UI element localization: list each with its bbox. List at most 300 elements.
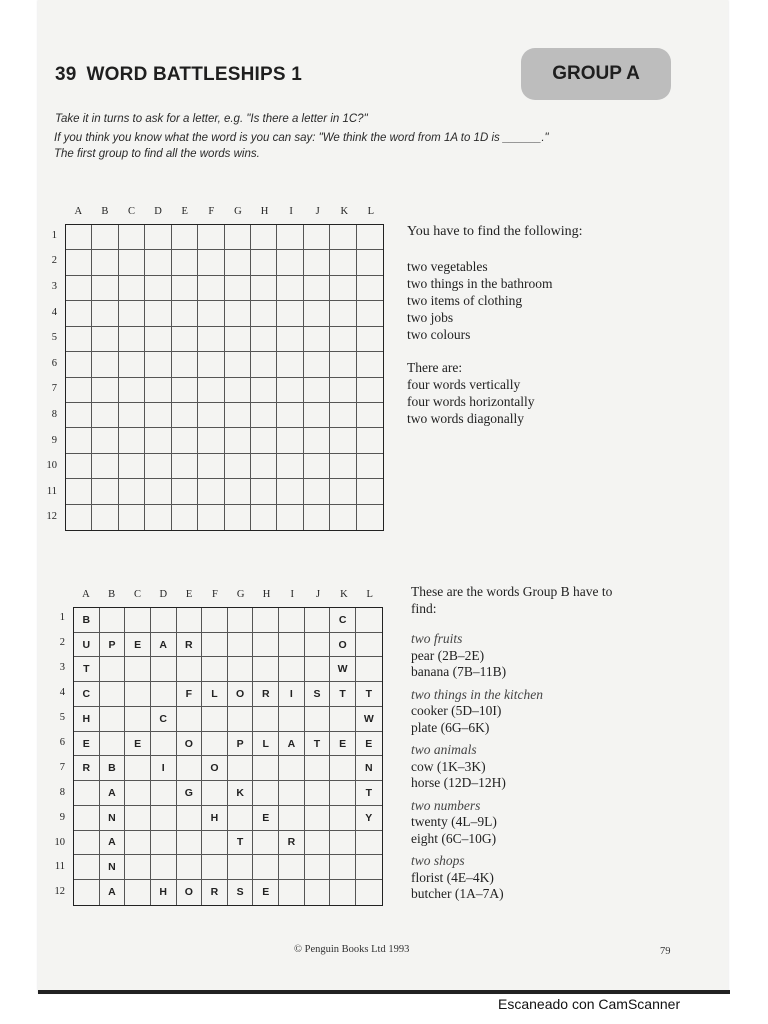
empty-grid-cell: [145, 250, 171, 275]
empty-grid-row-label: 1: [51, 229, 57, 241]
answer-grid-column-label: K: [340, 589, 348, 600]
empty-grid-cell: [304, 378, 330, 403]
answer-grid-cell: [305, 855, 331, 880]
empty-grid-cell: [330, 403, 356, 428]
empty-grid-cell: [304, 505, 330, 530]
empty-grid-cell: [119, 454, 145, 479]
answer-grid-cell: R: [202, 880, 228, 905]
answer-grid-cell: [279, 707, 305, 732]
empty-grid-column-label: J: [315, 206, 320, 217]
empty-grid-cell: [66, 378, 92, 403]
empty-grid-column-label: D: [154, 206, 162, 217]
empty-grid-cell: [277, 479, 303, 504]
empty-grid-column-label: A: [74, 206, 83, 217]
empty-grid-cell: [119, 378, 145, 403]
empty-grid-cell: [225, 276, 251, 301]
empty-grid-cell: [225, 250, 251, 275]
answer-grid-cell: T: [356, 682, 382, 707]
answer-grid-row-label: 11: [54, 861, 65, 873]
answer-grid-cell: [177, 756, 203, 781]
answer-grid-cell: [202, 831, 228, 856]
answer-grid-cell: [228, 707, 254, 732]
empty-grid-cell: [172, 352, 198, 377]
empty-grid-column-label: H: [260, 206, 269, 217]
empty-grid-cell: [304, 301, 330, 326]
empty-grid-cell: [304, 479, 330, 504]
empty-grid-cell: [225, 225, 251, 250]
empty-grid-cell: [92, 378, 118, 403]
empty-grid-cell: [66, 479, 92, 504]
empty-grid-cell: [66, 454, 92, 479]
answer-grid-cell: R: [253, 682, 279, 707]
page-title: [55, 64, 302, 86]
answer-grid-cell: E: [125, 633, 151, 658]
answer-grid-cell: [202, 781, 228, 806]
answer-grid-cell: [177, 831, 203, 856]
answer-grid-cell: T: [356, 781, 382, 806]
answer-grid-cell: H: [74, 707, 100, 732]
answer-grid-row-label: 10: [54, 836, 65, 848]
empty-grid-row-label: 7: [51, 383, 57, 395]
empty-grid-cell: [92, 403, 118, 428]
answer-grid-column-label: A: [82, 589, 90, 600]
empty-grid-cell: [92, 301, 118, 326]
empty-grid-cell: [198, 479, 224, 504]
category-label: two numbers: [411, 797, 481, 813]
empty-grid-cell: [251, 301, 277, 326]
answer-grid-cell: [202, 633, 228, 658]
empty-grid-cell: [225, 479, 251, 504]
answer-grid-cell: A: [100, 880, 126, 905]
answer-grid-cell: [330, 707, 356, 732]
empty-grid-cell: [92, 505, 118, 530]
empty-grid-cell: [304, 327, 330, 352]
empty-grid-cell: [251, 403, 277, 428]
answer-grid-column-label: H: [262, 589, 271, 600]
empty-grid-row-label: 9: [51, 434, 57, 446]
answer-grid-cell: [279, 608, 305, 633]
answer-grid-cell: E: [74, 732, 100, 757]
answer-grid-cell: [100, 682, 126, 707]
answer-grid-row-label: 3: [59, 662, 65, 674]
empty-grid-cell: [277, 403, 303, 428]
empty-grid-cell: [145, 225, 171, 250]
empty-grid-cell: [277, 352, 303, 377]
answer-grid-cell: [253, 657, 279, 682]
empty-grid-row-label: 5: [51, 332, 57, 344]
empty-grid-row-label: 11: [46, 485, 57, 497]
group-b-heading: These are the words Group B have to: [411, 584, 613, 599]
answer-grid-cell: [356, 608, 382, 633]
answer-grid-cell: [305, 608, 331, 633]
answer-grid-cell: K: [228, 781, 254, 806]
answer-grid-cell: Y: [356, 806, 382, 831]
empty-grid-cell: [330, 428, 356, 453]
empty-grid-cell: [225, 505, 251, 530]
empty-grid-cell: [172, 225, 198, 250]
empty-grid-cell: [172, 301, 198, 326]
empty-grid-cell: [119, 225, 145, 250]
answer-grid-cell: I: [279, 682, 305, 707]
answer-grid-cell: H: [202, 806, 228, 831]
answer-grid-cell: [253, 707, 279, 732]
answer-grid-cell: [279, 633, 305, 658]
answer-grid-cell: R: [279, 831, 305, 856]
empty-grid-cell: [277, 327, 303, 352]
empty-grid-cell: [66, 250, 92, 275]
answer-grid-cell: P: [100, 633, 126, 658]
answer-grid-row-label: 9: [59, 811, 65, 823]
empty-grid-cell: [225, 327, 251, 352]
answer-grid-cell: [228, 855, 254, 880]
category-label: two animals: [411, 742, 477, 757]
answer-grid-cell: C: [74, 682, 100, 707]
empty-grid-cell: [330, 352, 356, 377]
empty-grid-column-label: K: [340, 206, 349, 217]
empty-grid-cell: [251, 479, 277, 504]
empty-grid-cell: [172, 250, 198, 275]
empty-grid-cell: [66, 225, 92, 250]
exercise-title: WORD BATTLESHIPS 1: [86, 64, 302, 85]
answer-grid-cell: [356, 657, 382, 682]
answer-grid-cell: [151, 732, 177, 757]
empty-grid-cell: [145, 276, 171, 301]
answer-grid-cell: N: [100, 855, 126, 880]
word-entry: cooker (5D–10I): [411, 703, 502, 718]
empty-grid-row-label: 8: [51, 409, 57, 420]
answer-grid-row-label: 2: [59, 637, 65, 649]
answer-grid-cell: C: [330, 608, 356, 633]
exercise-number: 39: [55, 64, 77, 85]
answer-grid-cell: [177, 608, 203, 633]
answer-grid-cell: T: [228, 831, 254, 856]
answer-grid-cell: [74, 831, 100, 856]
answer-grid-cell: [228, 633, 254, 658]
empty-grid-cell: [119, 327, 145, 352]
answer-grid-cell: [228, 657, 254, 682]
empty-grid-cell: [277, 428, 303, 453]
empty-grid-cell: [172, 428, 198, 453]
empty-grid-cell: [172, 327, 198, 352]
empty-grid-cell: [225, 301, 251, 326]
group-badge: GROUP A: [521, 48, 671, 100]
empty-grid-column-label: E: [181, 206, 188, 217]
empty-grid-cell: [92, 454, 118, 479]
empty-grid-cell: [66, 352, 92, 377]
answer-grid-cell: [253, 608, 279, 633]
empty-grid-cell: [119, 250, 145, 275]
empty-grid-cell: [357, 250, 383, 275]
scanner-watermark: Escaneado con CamScanner: [498, 996, 681, 1012]
answer-grid-cell: [279, 657, 305, 682]
empty-grid-row-label: 3: [51, 281, 57, 292]
empty-grid-cell: [66, 428, 92, 453]
answer-grid-cell: [151, 806, 177, 831]
answer-grid-cell: N: [100, 806, 126, 831]
answer-grid-cell: [305, 831, 331, 856]
empty-grid-cell: [198, 225, 224, 250]
empty-grid-row-label: 6: [51, 357, 57, 369]
answer-grid-cell: [253, 831, 279, 856]
instruction-line-2: If you think you know what the word is you can say: "We think the word from 1A to 1D is ______.": [54, 132, 549, 144]
empty-grid-cell: [198, 403, 224, 428]
empty-grid-cell: [277, 250, 303, 275]
empty-grid-row-label: 10: [46, 460, 57, 472]
answer-grid-cell: T: [330, 682, 356, 707]
answer-grid-column-label: G: [236, 589, 245, 600]
answer-grid-cell: G: [177, 781, 203, 806]
empty-grid-cell: [357, 276, 383, 301]
empty-grid-cell: [330, 505, 356, 530]
answer-grid-cell: [305, 707, 331, 732]
answer-grid-cell: C: [151, 707, 177, 732]
answer-grid-cell: S: [305, 682, 331, 707]
answer-grid-cell: [74, 880, 100, 905]
answer-grid-cell: [253, 781, 279, 806]
find-item: two things in the bathroom: [407, 276, 553, 291]
answer-grid-cell: [125, 657, 151, 682]
word-entry: eight (6C–10G): [411, 830, 497, 846]
answer-grid-cell: [228, 806, 254, 831]
answer-grid-cell: O: [177, 880, 203, 905]
answer-grid-cell: [356, 880, 382, 905]
answer-grid-cell: O: [177, 732, 203, 757]
answer-grid-cell: [305, 806, 331, 831]
empty-grid-cell: [145, 428, 171, 453]
answer-grid-cell: T: [305, 732, 331, 757]
answer-grid-cell: [279, 855, 305, 880]
category-label: two shops: [411, 853, 465, 868]
empty-grid-cell: [66, 276, 92, 301]
answer-grid-cell: [151, 781, 177, 806]
there-are-item: two words diagonally: [407, 411, 524, 426]
there-are-heading: There are:: [407, 360, 463, 375]
answer-grid-cell: [305, 880, 331, 905]
empty-grid-cell: [145, 301, 171, 326]
empty-grid-cell: [119, 352, 145, 377]
empty-grid-cell: [251, 327, 277, 352]
answer-grid-cell: [202, 608, 228, 633]
answer-grid-cell: [228, 608, 254, 633]
word-entry: twenty (4L–9L): [411, 814, 497, 829]
answer-grid-cell: [279, 806, 305, 831]
empty-grid-cell: [198, 454, 224, 479]
answer-grid-cell: [125, 781, 151, 806]
answer-grid-cell: [305, 633, 331, 658]
answer-grid-cell: [125, 756, 151, 781]
answer-grid-cell: A: [100, 781, 126, 806]
word-entry: banana (7B–11B): [411, 664, 507, 679]
answer-grid-cell: E: [356, 732, 382, 757]
answer-grid-cell: [74, 781, 100, 806]
answer-grid-cell: [202, 657, 228, 682]
answer-grid-cell: P: [228, 732, 254, 757]
answer-grid-cell: [151, 831, 177, 856]
empty-grid-cell: [92, 352, 118, 377]
answer-grid-row-label: 4: [59, 687, 65, 699]
answer-grid-cell: L: [253, 732, 279, 757]
answer-grid-row-label: 1: [59, 612, 65, 624]
empty-grid-cell: [251, 250, 277, 275]
answer-grid-cell: [305, 781, 331, 806]
there-are-item: four words horizontally: [407, 394, 535, 409]
empty-grid-cell: [66, 301, 92, 326]
answer-grid-cell: [279, 880, 305, 905]
empty-grid-cell: [92, 479, 118, 504]
empty-grid-cell: [145, 403, 171, 428]
find-item: two jobs: [407, 310, 454, 325]
answer-grid-cell: [228, 756, 254, 781]
empty-grid-cell: [251, 428, 277, 453]
answer-grid-cell: [100, 657, 126, 682]
answer-grid-cell: E: [330, 732, 356, 757]
empty-grid-cell: [251, 352, 277, 377]
empty-grid-row-label: 2: [51, 255, 57, 267]
answer-grid-cell: [74, 806, 100, 831]
empty-grid-cell: [92, 428, 118, 453]
empty-grid-cell: [277, 454, 303, 479]
empty-grid-cell: [330, 276, 356, 301]
answer-grid-cell: [177, 707, 203, 732]
empty-grid-cell: [304, 403, 330, 428]
empty-grid-cell: [145, 378, 171, 403]
answer-grid-cell: [74, 855, 100, 880]
empty-grid-cell: [304, 250, 330, 275]
empty-grid-cell: [119, 301, 145, 326]
answer-grid-column-label: E: [185, 589, 193, 600]
empty-grid-column-label: I: [289, 206, 293, 217]
empty-grid-row-label: 12: [46, 511, 57, 523]
answer-grid-cell: [151, 855, 177, 880]
answer-grid-cell: [177, 806, 203, 831]
answer-grid-cell: A: [151, 633, 177, 658]
empty-grid-cell: [92, 327, 118, 352]
answer-grid-cell: A: [279, 732, 305, 757]
empty-grid-cell: [225, 352, 251, 377]
answer-grid-row-label: 12: [54, 886, 65, 898]
find-item: two colours: [407, 327, 471, 342]
answer-grid-cell: R: [177, 633, 203, 658]
empty-grid-cell: [225, 428, 251, 453]
answer-grid-cell: E: [253, 880, 279, 905]
answer-grid-column-label: C: [133, 589, 141, 600]
empty-grid-cell: [92, 250, 118, 275]
answer-grid-cell: N: [356, 756, 382, 781]
empty-grid-cell: [145, 479, 171, 504]
copyright-footer: © Penguin Books Ltd 1993: [294, 944, 410, 955]
answer-grid-cell: [202, 732, 228, 757]
empty-grid-cell: [251, 505, 277, 530]
empty-grid-cell: [198, 327, 224, 352]
empty-grid-cell: [304, 276, 330, 301]
answer-grid-cell: L: [202, 682, 228, 707]
empty-grid-cell: [145, 352, 171, 377]
empty-grid-column-label: C: [127, 206, 135, 217]
empty-grid-cell: [119, 428, 145, 453]
empty-grid-cell: [357, 479, 383, 504]
empty-grid-cell: [172, 479, 198, 504]
empty-grid-column-label: L: [367, 206, 375, 217]
empty-grid-cell: [357, 378, 383, 403]
answer-grid-cell: U: [74, 633, 100, 658]
empty-grid-cell: [357, 352, 383, 377]
answer-grid-cell: [202, 707, 228, 732]
instruction-line-1: Take it in turns to ask for a letter, e.g. "Is there a letter in 1C?": [55, 113, 368, 125]
answer-grid-cell: [125, 707, 151, 732]
answer-grid-cell: [125, 831, 151, 856]
answer-grid-cell: [253, 855, 279, 880]
empty-grid-cell: [198, 505, 224, 530]
empty-grid-cell: [119, 479, 145, 504]
empty-grid-cell: [66, 403, 92, 428]
empty-grid-cell: [304, 225, 330, 250]
find-item: two vegetables: [407, 259, 488, 274]
word-entry: cow (1K–3K): [411, 758, 486, 774]
empty-grid-cell: [330, 301, 356, 326]
answer-grid-cell: F: [177, 682, 203, 707]
answer-grid-column-label: F: [211, 589, 218, 600]
answer-grid-cell: B: [74, 608, 100, 633]
answer-grid-row-label: 8: [59, 786, 65, 798]
empty-grid-cell: [330, 378, 356, 403]
empty-grid-cell: [119, 403, 145, 428]
answer-grid-column-label: B: [108, 589, 116, 600]
empty-grid-cells: [65, 224, 384, 531]
answer-grid-cell: E: [253, 806, 279, 831]
category-label: two fruits: [411, 631, 463, 646]
answer-grid-cell: O: [202, 756, 228, 781]
empty-grid-cell: [251, 378, 277, 403]
empty-grid-cell: [357, 327, 383, 352]
empty-grid-cell: [304, 352, 330, 377]
empty-grid-cell: [145, 505, 171, 530]
page-edge: [38, 990, 730, 994]
answer-grid-cell: [125, 855, 151, 880]
answer-grid-cell: [100, 732, 126, 757]
answer-grid-column-label: D: [159, 589, 168, 600]
page-number: 79: [660, 946, 671, 957]
answer-grid-cell: S: [228, 880, 254, 905]
empty-grid-cell: [304, 428, 330, 453]
answer-grid-cell: [202, 855, 228, 880]
empty-grid-cell: [92, 276, 118, 301]
answer-grid-cell: [253, 633, 279, 658]
empty-grid-cell: [145, 327, 171, 352]
answer-grid-cell: [356, 831, 382, 856]
word-entry: butcher (1A–7A): [411, 886, 504, 901]
empty-grid-row-label: 4: [51, 306, 57, 318]
empty-grid-cell: [119, 276, 145, 301]
answer-grid-cell: B: [100, 756, 126, 781]
answer-grid-cell: [330, 781, 356, 806]
empty-grid-cell: [225, 378, 251, 403]
empty-grid-cell: [198, 428, 224, 453]
answer-grid-column-label: J: [316, 589, 321, 600]
empty-grid-cell: [357, 454, 383, 479]
answer-grid-cell: [125, 806, 151, 831]
empty-grid-cell: [172, 276, 198, 301]
answer-grid-cell: [100, 707, 126, 732]
answer-grid-cell: [125, 608, 151, 633]
empty-grid-cell: [198, 352, 224, 377]
answer-grid-cell: I: [151, 756, 177, 781]
group-b-list: [411, 584, 612, 903]
answer-grid-cell: [177, 657, 203, 682]
empty-grid-cell: [198, 301, 224, 326]
answer-grid-cell: [305, 657, 331, 682]
empty-grid-cell: [357, 403, 383, 428]
answer-grid-cell: [279, 756, 305, 781]
